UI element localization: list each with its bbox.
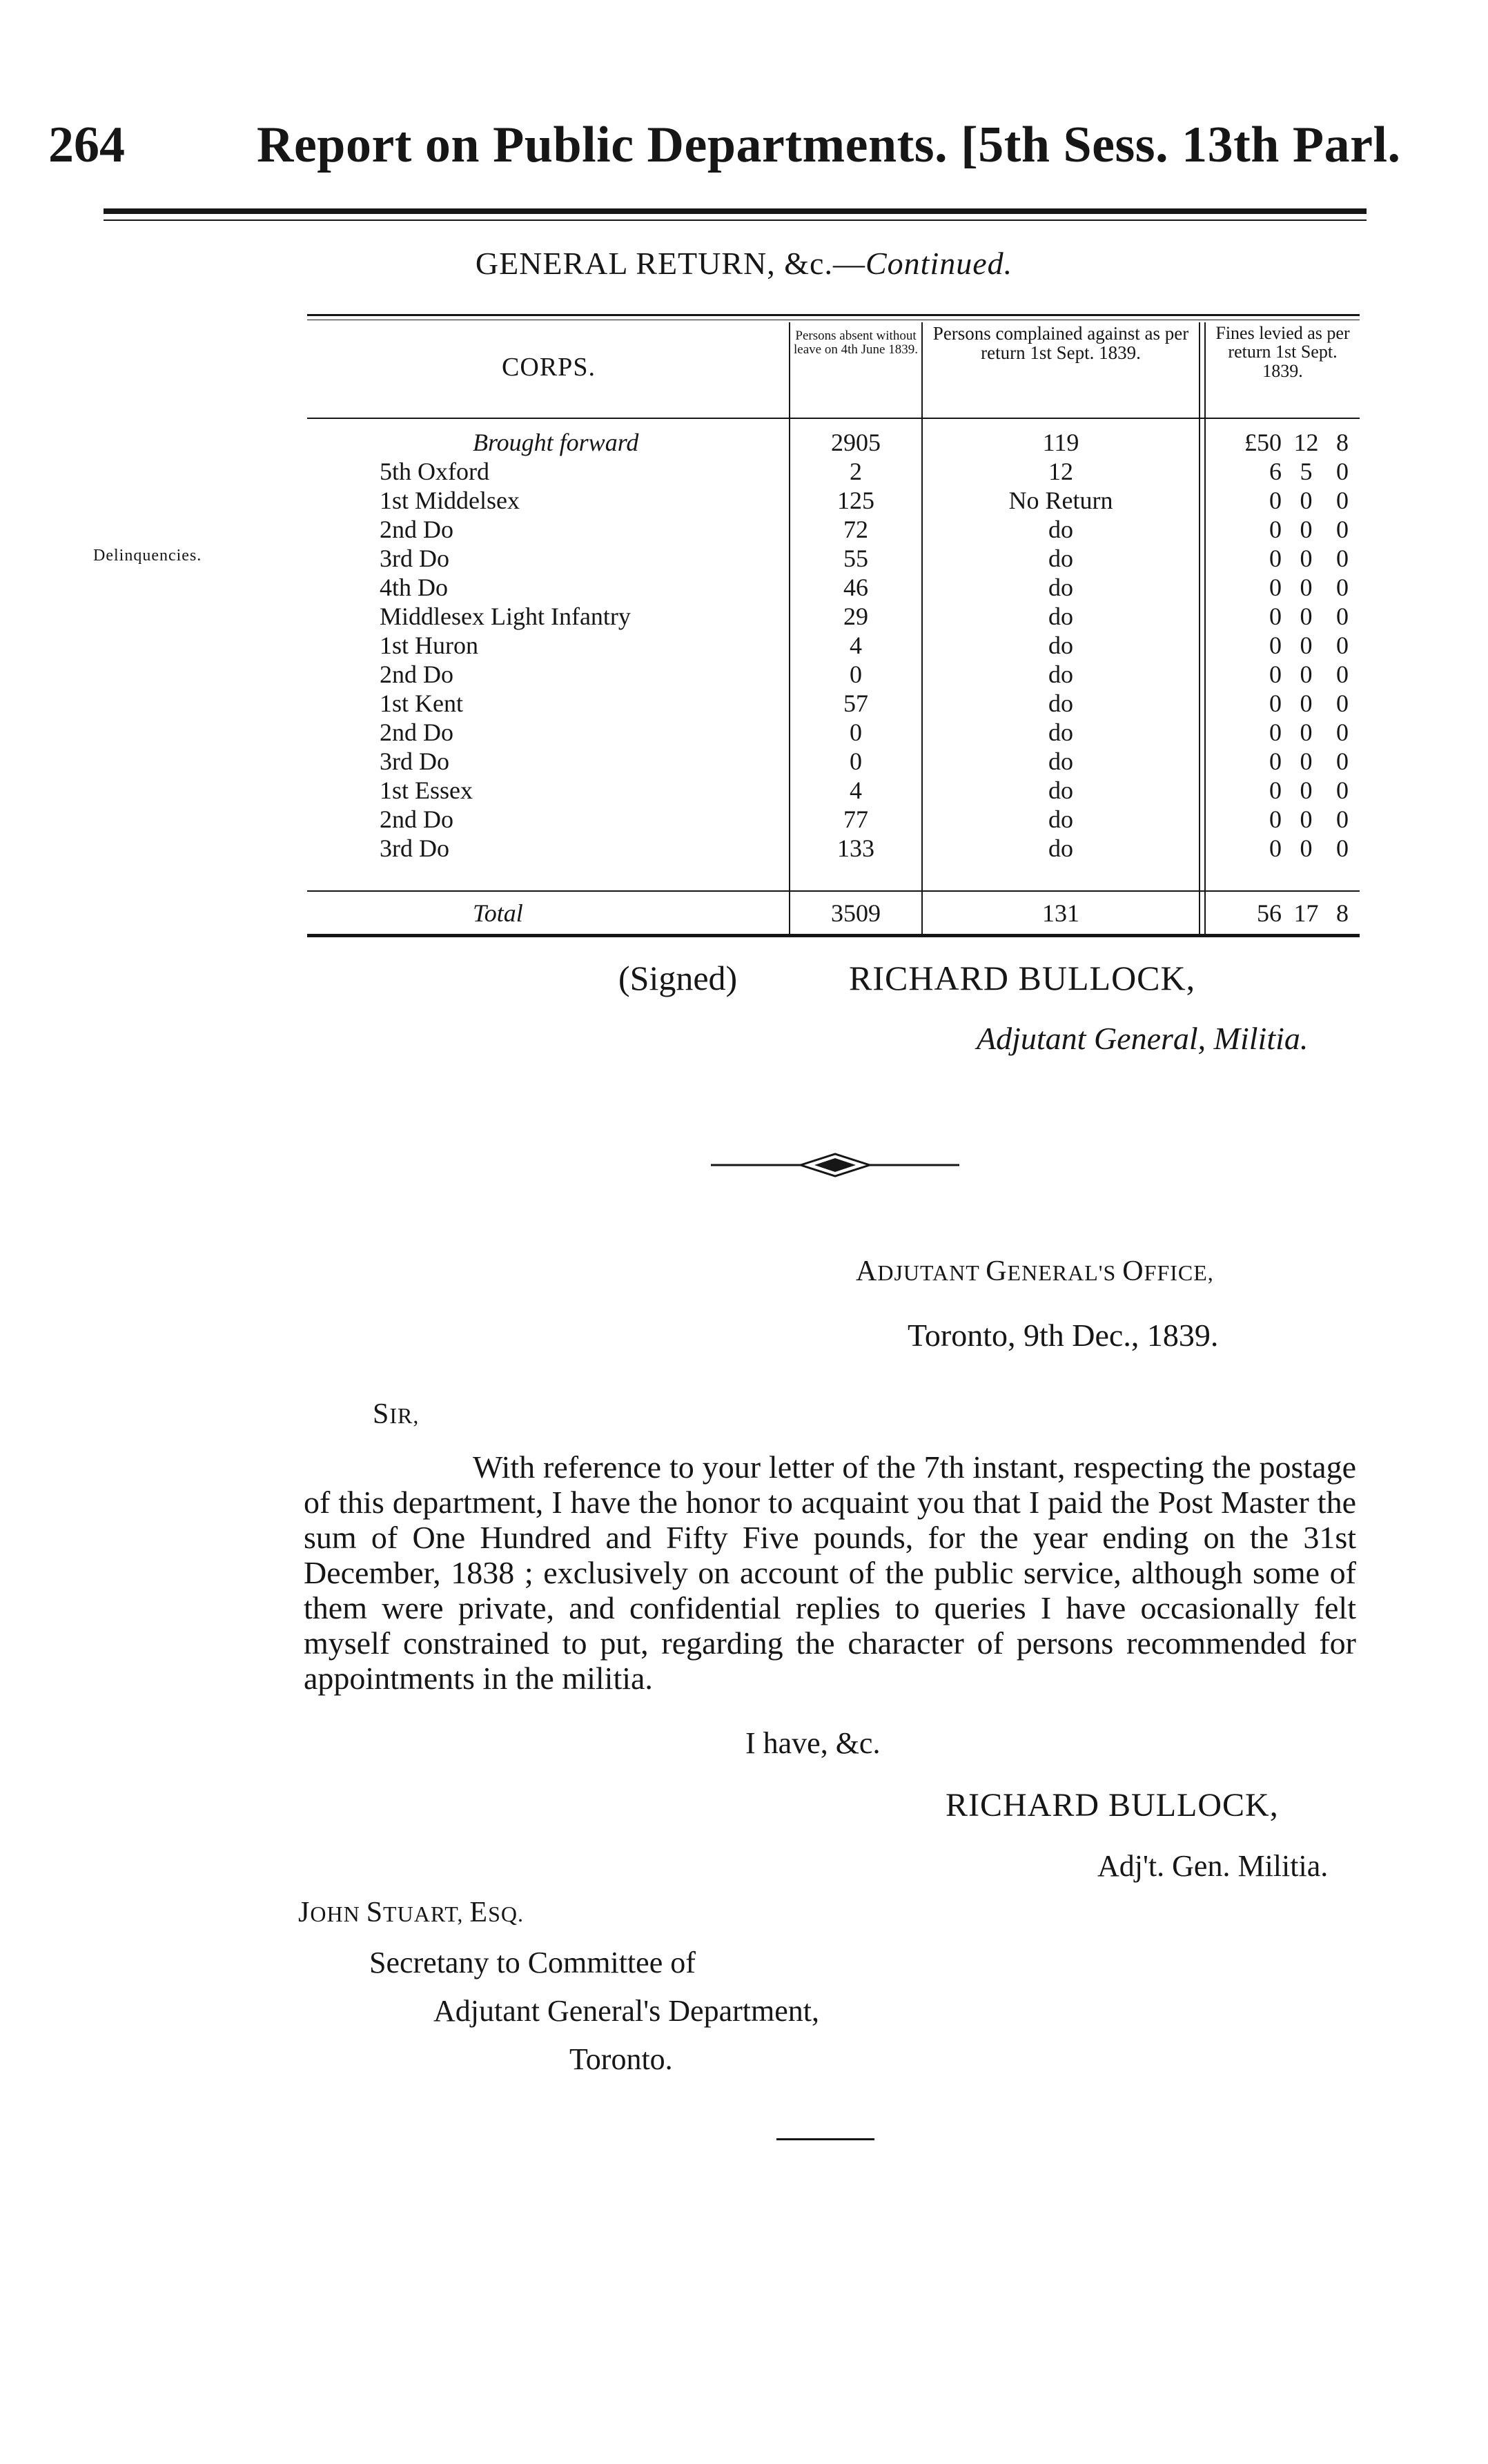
table-row bbox=[307, 457, 1360, 486]
salutation bbox=[373, 1398, 419, 1431]
row-complained: do bbox=[1048, 603, 1073, 630]
table-title bbox=[0, 245, 1488, 282]
row-pounds: 0 bbox=[1269, 718, 1282, 746]
total-shillings: 17 bbox=[1293, 899, 1319, 927]
row-pence: 0 bbox=[1336, 690, 1349, 717]
addressee-letter-j: J bbox=[298, 1897, 311, 1928]
row-absent: 46 bbox=[843, 574, 868, 601]
row-absent: 4 bbox=[850, 632, 862, 659]
table-row bbox=[307, 834, 1360, 863]
table-row bbox=[307, 747, 1360, 776]
row-complained: do bbox=[1048, 805, 1073, 833]
row-shillings: 0 bbox=[1300, 805, 1313, 833]
row-shillings: 0 bbox=[1300, 690, 1313, 717]
row-corps: 3rd Do bbox=[380, 747, 449, 775]
row-complained: do bbox=[1048, 718, 1073, 746]
row-pounds: 0 bbox=[1269, 776, 1282, 804]
table-row bbox=[307, 689, 1360, 718]
table-row bbox=[307, 486, 1360, 515]
total-row bbox=[307, 899, 1360, 928]
header-corps: CORPS. bbox=[502, 353, 596, 382]
office-letter-a: A bbox=[856, 1255, 878, 1287]
total-label: Total bbox=[473, 899, 523, 927]
address-line-2: Adjutant General's Department, bbox=[433, 1994, 819, 2028]
address-line-1: Secretany to Committee of bbox=[369, 1946, 696, 1979]
page-number: 264 bbox=[48, 117, 125, 173]
row-shillings: 0 bbox=[1300, 747, 1313, 775]
row-absent: 0 bbox=[850, 718, 862, 746]
header-absent: Persons absent without leave on 4th June 1839. bbox=[794, 329, 918, 357]
row-pounds: 0 bbox=[1269, 690, 1282, 717]
row-absent: 77 bbox=[843, 805, 868, 833]
row-absent: 55 bbox=[843, 545, 868, 572]
row-pounds: 0 bbox=[1269, 632, 1282, 659]
row-shillings: 0 bbox=[1300, 718, 1313, 746]
total-pence: 8 bbox=[1336, 899, 1349, 927]
row-corps: 1st Middelsex bbox=[380, 487, 520, 514]
row-pounds: 0 bbox=[1269, 834, 1282, 862]
table-row bbox=[307, 718, 1360, 747]
row-shillings: 0 bbox=[1300, 545, 1313, 572]
letter-closing: I have, &c. bbox=[745, 1726, 881, 1760]
row-pence: 0 bbox=[1336, 834, 1349, 862]
letter-body: With reference to your letter of the 7th instant, respecting the postage of this department, I have the honor to acquaint you that I paid the Post Master the sum of One Hundred and Fifty Five pounds, for the year ending on the 31st December, 1838 ; exclusively on account of the public service, although some of them were private, and confidential replies to queries I have occasionally felt myself constrained to put, regarding the character of persons recommended for appointments in the militia. bbox=[304, 1449, 1356, 1696]
office-letter-o: O bbox=[1122, 1255, 1144, 1287]
general-return-table bbox=[307, 314, 1360, 939]
row-pounds: £50 bbox=[1244, 429, 1282, 456]
row-complained: do bbox=[1048, 632, 1073, 659]
row-corps: 5th Oxford bbox=[380, 458, 489, 485]
header-bottom-rule bbox=[307, 418, 1360, 419]
addressee-word-1: OHN bbox=[310, 1901, 366, 1926]
signer-name: RICHARD BULLOCK, bbox=[849, 959, 1196, 997]
row-shillings: 0 bbox=[1300, 661, 1313, 688]
row-complained: do bbox=[1048, 747, 1073, 775]
table-top-rule bbox=[307, 314, 1360, 316]
row-pounds: 0 bbox=[1269, 747, 1282, 775]
salutation-letter: S bbox=[373, 1398, 390, 1430]
addressee-letter-e: E bbox=[469, 1897, 489, 1928]
row-absent: 0 bbox=[850, 661, 862, 688]
total-absent: 3509 bbox=[831, 899, 881, 927]
total-complained: 131 bbox=[1042, 899, 1079, 927]
addressee-letter-s: S bbox=[366, 1897, 384, 1928]
table-row bbox=[307, 602, 1360, 631]
header-rule-thin bbox=[104, 219, 1367, 221]
row-complained: do bbox=[1048, 661, 1073, 688]
row-pounds: 0 bbox=[1269, 516, 1282, 543]
table-row bbox=[307, 515, 1360, 544]
row-absent: 29 bbox=[843, 603, 868, 630]
row-pence: 0 bbox=[1336, 661, 1349, 688]
row-pence: 0 bbox=[1336, 545, 1349, 572]
row-shillings: 0 bbox=[1300, 487, 1313, 514]
row-corps: 3rd Do bbox=[380, 834, 449, 862]
row-corps: 2nd Do bbox=[380, 661, 453, 688]
table-title-continued: Continued. bbox=[865, 246, 1013, 281]
total-pounds: 56 bbox=[1257, 899, 1282, 927]
row-pounds: 0 bbox=[1269, 545, 1282, 572]
row-corps: 1st Kent bbox=[380, 690, 463, 717]
row-pounds: 0 bbox=[1269, 661, 1282, 688]
ornament-divider bbox=[711, 1144, 959, 1186]
table-row bbox=[307, 544, 1360, 573]
table-row bbox=[307, 428, 1360, 457]
letter-date: Toronto, 9th Dec., 1839. bbox=[908, 1318, 1219, 1353]
row-pence: 0 bbox=[1336, 516, 1349, 543]
row-corps: 1st Huron bbox=[380, 632, 478, 659]
signed-label: (Signed) bbox=[618, 959, 738, 997]
row-corps: Brought forward bbox=[473, 429, 639, 456]
table-row bbox=[307, 660, 1360, 689]
row-shillings: 12 bbox=[1293, 429, 1319, 456]
row-pence: 0 bbox=[1336, 458, 1349, 485]
row-complained: do bbox=[1048, 516, 1073, 543]
row-shillings: 0 bbox=[1300, 574, 1313, 601]
table-row bbox=[307, 631, 1360, 660]
row-shillings: 0 bbox=[1300, 516, 1313, 543]
page-header bbox=[0, 116, 1488, 192]
header-rule-thick bbox=[104, 208, 1367, 214]
table-row bbox=[307, 805, 1360, 834]
table-title-text: GENERAL RETURN, &c.— bbox=[475, 246, 865, 281]
row-pence: 0 bbox=[1336, 718, 1349, 746]
addressee-word-2: TUART, bbox=[383, 1901, 470, 1926]
row-complained: do bbox=[1048, 776, 1073, 804]
row-absent: 4 bbox=[850, 776, 862, 804]
end-rule bbox=[776, 2138, 874, 2140]
row-corps: 1st Essex bbox=[380, 776, 473, 804]
row-shillings: 0 bbox=[1300, 632, 1313, 659]
running-title: Report on Public Departments. [5th Sess. 13th Parl. bbox=[257, 117, 1401, 173]
total-top-rule bbox=[307, 890, 1360, 892]
row-complained: do bbox=[1048, 545, 1073, 572]
row-complained: do bbox=[1048, 690, 1073, 717]
row-pence: 0 bbox=[1336, 574, 1349, 601]
row-pence: 0 bbox=[1336, 805, 1349, 833]
row-corps: Middlesex Light Infantry bbox=[380, 603, 631, 630]
office-heading bbox=[856, 1255, 1214, 1288]
row-absent: 133 bbox=[837, 834, 874, 862]
row-complained: No Return bbox=[1008, 487, 1113, 514]
row-complained: 119 bbox=[1042, 429, 1079, 456]
row-corps: 4th Do bbox=[380, 574, 448, 601]
row-pence: 0 bbox=[1336, 603, 1349, 630]
salutation-rest: IR, bbox=[389, 1403, 420, 1428]
row-absent: 57 bbox=[843, 690, 868, 717]
signer-title: Adjutant General, Militia. bbox=[977, 1021, 1309, 1056]
row-absent: 2905 bbox=[831, 429, 881, 456]
row-corps: 2nd Do bbox=[380, 805, 453, 833]
row-corps: 2nd Do bbox=[380, 718, 453, 746]
margin-note: Delinquencies. bbox=[93, 547, 202, 565]
row-pounds: 0 bbox=[1269, 603, 1282, 630]
row-pence: 0 bbox=[1336, 747, 1349, 775]
header-fines: Fines levied as per return 1st Sept. 1839. bbox=[1215, 323, 1350, 381]
row-complained: do bbox=[1048, 574, 1073, 601]
row-shillings: 0 bbox=[1300, 834, 1313, 862]
office-letter-g: G bbox=[986, 1255, 1008, 1287]
row-pounds: 6 bbox=[1269, 458, 1282, 485]
row-pence: 0 bbox=[1336, 632, 1349, 659]
row-complained: 12 bbox=[1048, 458, 1073, 485]
table-row bbox=[307, 776, 1360, 805]
row-pence: 0 bbox=[1336, 487, 1349, 514]
row-absent: 72 bbox=[843, 516, 868, 543]
row-corps: 2nd Do bbox=[380, 516, 453, 543]
letter-signer-title: Adj't. Gen. Militia. bbox=[1097, 1849, 1329, 1883]
addressee-name bbox=[298, 1896, 524, 1929]
table-bottom-rule bbox=[307, 934, 1360, 937]
row-pounds: 0 bbox=[1269, 805, 1282, 833]
row-complained: do bbox=[1048, 834, 1073, 862]
row-corps: 3rd Do bbox=[380, 545, 449, 572]
row-shillings: 0 bbox=[1300, 603, 1313, 630]
office-word-3: FFICE, bbox=[1144, 1260, 1214, 1285]
row-pence: 8 bbox=[1336, 429, 1349, 456]
row-shillings: 0 bbox=[1300, 776, 1313, 804]
row-pounds: 0 bbox=[1269, 574, 1282, 601]
row-absent: 125 bbox=[837, 487, 874, 514]
addressee-word-3: SQ. bbox=[488, 1901, 524, 1926]
row-absent: 2 bbox=[850, 458, 862, 485]
row-pence: 0 bbox=[1336, 776, 1349, 804]
header-complained: Persons complained against as per return 1st Sept. 1839. bbox=[932, 323, 1189, 364]
row-pounds: 0 bbox=[1269, 487, 1282, 514]
office-word-1: DJUTANT bbox=[877, 1260, 986, 1285]
row-absent: 0 bbox=[850, 747, 862, 775]
table-row bbox=[307, 573, 1360, 602]
address-line-3: Toronto. bbox=[569, 2042, 673, 2076]
office-word-2: ENERAL'S bbox=[1007, 1260, 1123, 1285]
row-shillings: 5 bbox=[1300, 458, 1313, 485]
letter-signer: RICHARD BULLOCK, bbox=[946, 1787, 1279, 1823]
